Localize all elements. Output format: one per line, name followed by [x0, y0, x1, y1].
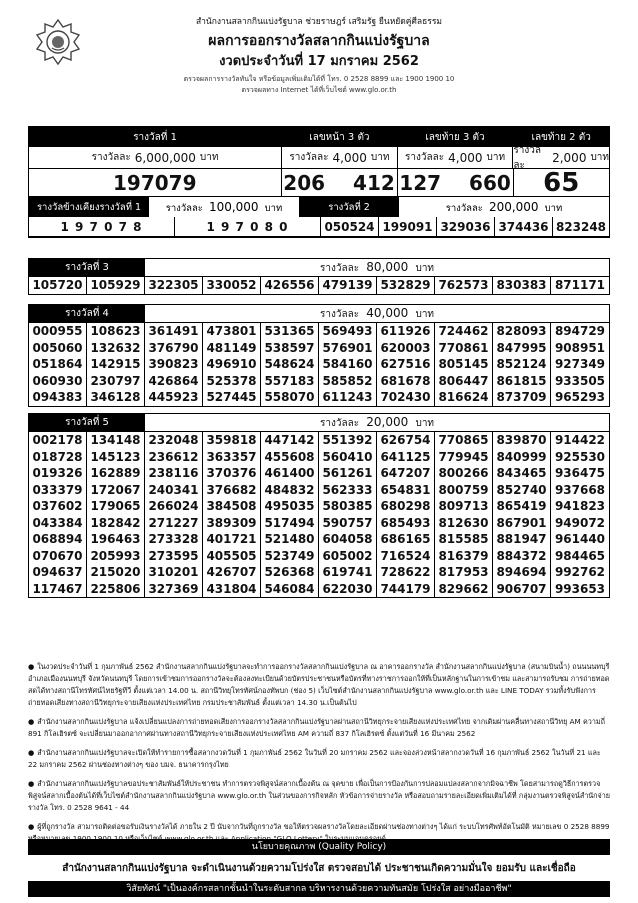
winning-number: 484832: [261, 482, 319, 499]
winning-number: 094383: [29, 389, 87, 406]
amount-unit: บาท: [199, 152, 219, 163]
winning-number: 005060: [29, 340, 87, 357]
winning-number: 431804: [203, 581, 261, 598]
amount-unit: บาท: [544, 203, 563, 214]
results-header: [28, 8, 610, 96]
bullet-icon: ●: [28, 779, 35, 788]
amount-value: 6,000,000: [134, 150, 196, 165]
winning-number: 361491: [145, 323, 203, 340]
winning-number: 447142: [261, 432, 319, 449]
winning-number: 992762: [554, 565, 606, 579]
near-first-number: 1 9 7 0 7 8: [29, 217, 175, 236]
winning-number: 172067: [87, 482, 145, 499]
winning-number: 660: [469, 170, 511, 195]
winning-number: 479139: [319, 277, 377, 294]
winning-number: 538597: [261, 340, 319, 357]
winning-number: 805145: [435, 356, 493, 373]
note-paragraph: [28, 661, 610, 709]
lottery-results-page: [28, 8, 610, 894]
winning-number: 560410: [319, 449, 377, 466]
amount-prefix: รางวัลละ: [289, 152, 329, 163]
winning-number: 828093: [493, 323, 551, 340]
winning-number: 852124: [493, 356, 551, 373]
winning-number: 455608: [261, 449, 319, 466]
first-prize-label: รางวัลที่ 1: [29, 127, 282, 147]
amount-prefix: รางวัลละ: [405, 152, 445, 163]
winning-number: 580385: [319, 498, 377, 515]
winning-number: 412: [353, 170, 395, 195]
near-first-label: รางวัลข้างเคียงรางวัลที่ 1: [36, 201, 142, 213]
fifth-prize-label: รางวัลที่ 5: [29, 414, 145, 432]
winning-number: 937668: [554, 482, 606, 497]
amount-unit: บาท: [415, 417, 435, 429]
amount-prefix: รางวัลละ: [445, 203, 483, 214]
winning-number: 680298: [377, 498, 435, 515]
winning-number: 654831: [377, 482, 435, 499]
winning-number: 949072: [554, 515, 606, 530]
bullet-icon: ●: [28, 717, 35, 726]
amount-unit: บาท: [370, 152, 390, 163]
fourth-prize-label: รางวัลที่ 4: [29, 305, 145, 323]
winning-number: 019326: [29, 465, 87, 482]
winning-number: 830383: [493, 277, 551, 294]
winning-number: 330052: [203, 277, 261, 294]
winning-number: 551392: [319, 432, 377, 449]
top-prizes-table: [28, 126, 610, 238]
winning-number: 517494: [261, 515, 319, 532]
winning-number: 852740: [493, 482, 551, 499]
winning-number: 779945: [435, 449, 493, 466]
winning-number: 936475: [554, 466, 606, 480]
third-prize-label: รางวัลที่ 3: [29, 259, 145, 277]
vision-statement: วิสัยทัศน์ "เป็นองค์กรสลากชั้นนำในระดับสากล บริหารงานด้วยความทันสมัย โปร่งใส อย่างมืออาชีพ": [28, 881, 610, 897]
note-paragraph: [28, 747, 610, 771]
winning-number: 205993: [87, 548, 145, 565]
winning-number: 127: [399, 170, 442, 195]
winning-number: 142915: [87, 356, 145, 373]
winning-number: 162889: [87, 465, 145, 482]
winning-number: 384508: [203, 498, 261, 515]
winning-number: 619741: [319, 564, 377, 581]
winning-number: 686165: [377, 531, 435, 548]
winning-number: 961440: [554, 532, 606, 546]
near-first-amount: [149, 197, 299, 217]
amount-prefix: รางวัลละ: [91, 152, 131, 163]
winning-number: 812630: [435, 515, 493, 532]
winning-number: 884372: [493, 548, 551, 565]
second-prize-number: 199091: [379, 217, 437, 236]
winning-number: 051864: [29, 356, 87, 373]
amount-prefix: รางวัลละ: [319, 417, 360, 429]
winning-number: 702430: [377, 389, 435, 406]
winning-number: 685493: [377, 515, 435, 532]
back3-label: เลขท้าย 3 ตัว: [398, 127, 514, 147]
note-text: สำนักงานสลากกินแบ่งรัฐบาลจะเปิดให้ทำรายการซื้อสลากงวดวันที่ 1 กุมภาพันธ์ 2562 ในวันที่ 20 มกราคม 2562 และจองล่วงหน้าสลากงวดวันที่ 16 กุมภาพันธ์ 2562 ในวันที่ 21 และ 22 มกราคม 2562 ผ่านช่องทางต่างๆ ของ บมจ. ธนาคารกรุงไทย: [28, 748, 601, 769]
winning-number: 240341: [145, 482, 203, 499]
amount-unit: บาท: [415, 262, 435, 274]
front3-amount: [282, 147, 398, 169]
winning-number: 865419: [493, 498, 551, 515]
bullet-icon: ●: [28, 662, 35, 671]
amount-value: 2,000: [552, 150, 587, 165]
winning-number: 521480: [261, 531, 319, 548]
winning-number: 894694: [493, 564, 551, 581]
back2-amount: [513, 144, 610, 171]
bullet-icon: ●: [28, 748, 35, 757]
winning-number: 770865: [435, 432, 493, 449]
winning-number: 809713: [435, 498, 493, 515]
fifth-prize-numbers: [29, 432, 609, 597]
winning-number: 605002: [319, 548, 377, 565]
winning-number: 327369: [145, 581, 203, 598]
winning-number: 65: [543, 167, 580, 198]
winning-number: 182842: [87, 515, 145, 532]
amount-prefix: รางวัลละ: [513, 144, 541, 171]
note-paragraph: [28, 716, 610, 740]
winning-number: 018728: [29, 449, 87, 466]
winning-number: 273595: [145, 548, 203, 565]
winning-number: 933505: [554, 373, 606, 388]
winning-number: 622030: [319, 581, 377, 598]
winning-number: 346128: [87, 389, 145, 406]
winning-number: 117467: [29, 581, 87, 598]
winning-number: 134148: [87, 432, 145, 449]
fourth-prize-amount: [145, 306, 609, 322]
winning-number: 800266: [435, 465, 493, 482]
note-text: ผู้ที่ถูกรางวัล สามารถติดต่อขอรับเงินรางวัลได้ ภายใน 2 ปี นับจากวันที่ถูกรางวัล ขอให้ตรวจผลรางวัลโดยละเอียดผ่านช่องทางต่างๆ ได้แก่ ระบบโทรศัพท์อัตโนมัติ หมายเลข 0 2528 8899: [37, 822, 610, 831]
contact-phone-line: ตรวจผลการรางวัลทันใจ หรือข้อมูลเพิ่มเติมได้ที่ โทร. 0 2528 8899 และ 1900 1900 10: [183, 75, 455, 83]
near-and-second-header: [29, 197, 609, 217]
note-text: สำนักงานสลากกินแบ่งรัฐบาล แจ้งเปลี่ยนแปลงการถ่ายทอดเสียงการออกรางวัลสลากกินแบ่งรัฐบาลผ่านสถานีวิทยุกระจายเสียงแห่งประเทศไทย จากเดิมผ่านคลื่นทางสถานีวิทยุ AM ความถี่ 891 กิโลเฮิรตซ์ จะเปลี่ยนมาออกอากาศผ่านทางสถานีวิทยุกระจายเสียงแห่งประเทศไทย AM ความถี่ 837 กิโลเฮิรตซ์ ตั้งแต่วันที่ 16 มีนาคม 2562: [28, 717, 605, 738]
winning-number: 145123: [87, 449, 145, 466]
winning-number: 523749: [261, 548, 319, 565]
winning-number: 770861: [435, 340, 493, 357]
amount-unit: บาท: [415, 308, 435, 320]
winning-number: 481149: [203, 340, 261, 357]
winning-number: 527445: [203, 389, 261, 406]
winning-number: 531365: [261, 323, 319, 340]
note-paragraph: [28, 778, 610, 814]
first-prize-number: [29, 169, 282, 197]
winning-number: 043384: [29, 515, 87, 532]
winning-number: 426556: [261, 277, 319, 294]
winning-number: 225806: [87, 581, 145, 598]
front3-numbers: [282, 169, 398, 197]
amount-unit: บาท: [486, 152, 506, 163]
third-prize-numbers: [29, 277, 609, 294]
amount-unit: บาท: [264, 203, 283, 214]
winning-number: 215020: [87, 564, 145, 581]
winning-number: 585852: [319, 373, 377, 390]
winning-number: 965293: [554, 390, 606, 404]
winning-number: 273328: [145, 531, 203, 548]
amount-unit: บาท: [590, 152, 610, 163]
back3-amount: [398, 147, 514, 169]
near-and-second-numbers: [29, 217, 609, 237]
winning-number: 525378: [203, 373, 261, 390]
winning-number: 068894: [29, 531, 87, 548]
winning-number: 070670: [29, 548, 87, 565]
winning-number: 627516: [377, 356, 435, 373]
winning-number: 620003: [377, 340, 435, 357]
winning-number: 867901: [493, 515, 551, 532]
winning-number: 236612: [145, 449, 203, 466]
winning-number: 132632: [87, 340, 145, 357]
winning-number: 033379: [29, 482, 87, 499]
winning-number: 604058: [319, 531, 377, 548]
winning-number: 569493: [319, 323, 377, 340]
winning-number: 376682: [203, 482, 261, 499]
winning-number: 584160: [319, 356, 377, 373]
winning-number: 426864: [145, 373, 203, 390]
amount-value: 4,000: [332, 150, 367, 165]
amount-prefix: รางวัลละ: [165, 203, 203, 214]
winning-number: 861815: [493, 373, 551, 390]
winning-number: 817953: [435, 564, 493, 581]
winning-number: 532829: [377, 277, 435, 294]
winning-number: 196463: [87, 531, 145, 548]
quality-policy-title: นโยบายคุณภาพ (Quality Policy): [28, 839, 610, 855]
winning-number: 060930: [29, 373, 87, 390]
front3-label: เลขหน้า 3 ตัว: [282, 127, 398, 147]
winning-number: 576901: [319, 340, 377, 357]
winning-number: 881947: [493, 531, 551, 548]
winning-number: 611243: [319, 389, 377, 406]
winning-number: 626754: [377, 432, 435, 449]
winning-number: 840999: [493, 449, 551, 466]
winning-number: 230797: [87, 373, 145, 390]
near-first-number: 1 9 7 0 8 0: [175, 217, 321, 236]
amount-value: 100,000: [208, 200, 259, 214]
winning-number: 815585: [435, 531, 493, 548]
winning-number: 562333: [319, 482, 377, 499]
winning-number: 238116: [145, 465, 203, 482]
winning-number: 105929: [87, 277, 145, 294]
winning-number: 611926: [377, 323, 435, 340]
winning-number: 724462: [435, 323, 493, 340]
winning-number: 800759: [435, 482, 493, 499]
fourth-prize-section: [28, 304, 610, 407]
winning-number: 000955: [29, 323, 87, 340]
amount-prefix: รางวัลละ: [319, 262, 360, 274]
winning-number: 557183: [261, 373, 319, 390]
winning-number: 094637: [29, 564, 87, 581]
winning-number: 546084: [261, 581, 319, 598]
winning-number: 641125: [377, 449, 435, 466]
page-title: ผลการออกรางวัลสลากกินแบ่งรัฐบาล: [208, 33, 430, 49]
back2-number: [514, 169, 609, 197]
second-prize-number: 050524: [321, 217, 379, 236]
winning-number: 495035: [261, 498, 319, 515]
winning-number: 105720: [29, 277, 87, 294]
winning-number: 941823: [554, 499, 606, 513]
winning-number: 370376: [203, 465, 261, 482]
winning-number: 847995: [493, 340, 551, 357]
winning-number: 179065: [87, 498, 145, 515]
amount-value: 4,000: [448, 150, 483, 165]
back3-numbers: [398, 169, 514, 197]
winning-number: 037602: [29, 498, 87, 515]
winning-number: 681678: [377, 373, 435, 390]
amount-value: 200,000: [488, 200, 539, 214]
winning-number: 232048: [145, 432, 203, 449]
winning-number: 744179: [377, 581, 435, 598]
fifth-prize-amount: [145, 415, 609, 431]
winning-number: 906707: [493, 581, 551, 598]
winning-number: 002178: [29, 432, 87, 449]
note-text: ในงวดประจำวันที่ 1 กุมภาพันธ์ 2562 สำนักงานสลากกินแบ่งรัฐบาลจะทำการออกรางวัลสลากกินแบ่งรัฐบาล ณ อาคารออกรางวัล สำนักงานสลากกินแบ่งรัฐบาล (สนามบินน้ำ) ถนนนนทบุรี อำเภอเมืองนนทบุรี จังหวัดนนทบุรี โดยการเข้าชมการออกรางวัลจะต้องลงทะเบียนด้วยบัตรประชาชนหรือบัตรที่ทางราชการออกให้ที่เป็นหลักฐานในการเข้าชม และสามารถรับชม การถ่ายทอดสดได้ทางสถานีโทรทัศน์ไทยรัฐทีวี ตั้งแต่เวลา 14.00 น. สถานีวิทยุโทรทัศน์กองทัพบก (ช่อง 5) เว็บไซต์สำนักงานสลากกินแบ่งรัฐบาล www.glo.or.th และ LINE TODAY รวมทั้งรับฟังการถ่ายทอดเสียงทางสถานีวิทยุกระจายเสียงแห่งประเทศไทย กรมประชาสัมพันธ์ ตั้งแต่เวลา 14.30 น.เป็นต้นไป: [28, 662, 610, 707]
winning-number: 473801: [203, 323, 261, 340]
winning-number: 894729: [554, 324, 606, 338]
contact-web-line: ตรวจผลทาง Internet ได้ที่เว็บไซต์ www.glo.or.th: [241, 86, 397, 94]
winning-number: 871171: [554, 278, 606, 292]
winning-number: 984465: [554, 548, 606, 563]
first-prize-amount: [29, 147, 282, 169]
amount-value: 80,000: [366, 259, 409, 274]
winning-number: 561261: [319, 465, 377, 482]
winning-number: 271227: [145, 515, 203, 532]
winning-number: 461400: [261, 465, 319, 482]
winning-number: 993653: [554, 581, 606, 596]
second-prize-amount: [399, 197, 609, 217]
second-prize-number: 823248: [555, 219, 607, 234]
bullet-icon: ●: [28, 822, 35, 831]
note-text: สำนักงานสลากกินแบ่งรัฐบาลขอประชาสัมพันธ์ให้ประชาชน ทำการตรวจพิสูจน์สลากเบื้องต้น ณ จุดขาย เพื่อเป็นการป้องกันการปลอมแปลงสลากจากมิจฉาชีพ โดยสามารถดูวิธีการตรวจพิสูจน์สลากเบื้องต้นได้ที่เว็บไซต์สำนักงานสลากกินแบ่งรัฐบาล www.glo.or.th ในส่วนของการกิจหลัก หัวข้อการจ่ายรางวัล หรือสอบถามรายละเอียดเพิ่มเติมได้ที่ กลุ่มงานตรวจพิสูจน์สำนักจ่ายรางวัล โทร. 0 2528 9641 - 44: [28, 779, 610, 812]
winning-number: 816379: [435, 548, 493, 565]
winning-number: 806447: [435, 373, 493, 390]
winning-number: 426707: [203, 564, 261, 581]
winning-number: 925530: [554, 449, 606, 464]
winning-number: 359818: [203, 432, 261, 449]
winning-number: 839870: [493, 432, 551, 449]
winning-number: 558070: [261, 389, 319, 406]
winning-number: 322305: [145, 277, 203, 294]
fourth-prize-numbers: [29, 323, 609, 406]
third-prize-section: [28, 258, 610, 295]
amount-value: 40,000: [366, 305, 409, 320]
winning-number: 389309: [203, 515, 261, 532]
winning-number: 927349: [554, 357, 606, 371]
winning-number: 816624: [435, 389, 493, 406]
second-prize-number: 374436: [495, 217, 553, 236]
winning-number: 310201: [145, 564, 203, 581]
amount-value: 20,000: [366, 414, 409, 429]
winning-number: 647207: [377, 465, 435, 482]
winning-number: 728622: [377, 564, 435, 581]
winning-number: 197079: [113, 170, 197, 195]
winning-number: 363357: [203, 449, 261, 466]
winning-number: 843465: [493, 465, 551, 482]
winning-number: 716524: [377, 548, 435, 565]
winning-number: 376790: [145, 340, 203, 357]
winning-number: 405505: [203, 548, 261, 565]
winning-number: 908951: [554, 340, 606, 355]
winning-number: 266024: [145, 498, 203, 515]
winning-number: 873709: [493, 389, 551, 406]
winning-number: 526368: [261, 564, 319, 581]
second-prize-label: รางวัลที่ 2: [328, 201, 370, 213]
winning-number: 762573: [435, 277, 493, 294]
winning-number: 401721: [203, 531, 261, 548]
winning-number: 445923: [145, 389, 203, 406]
back2-label: เลขท้าย 2 ตัว: [513, 127, 609, 147]
winning-number: 206: [283, 170, 326, 195]
agency-slogan: สำนักงานสลากกินแบ่งรัฐบาล ช่วยราษฎร์ เสริมรัฐ ยืนหยัดคู่ศีลธรรม: [195, 17, 443, 27]
winning-number: 590757: [319, 515, 377, 532]
quality-policy-text: สำนักงานสลากกินแบ่งรัฐบาล จะดำเนินงานด้วยความโปร่งใส ตรวจสอบได้ ประชาชนเกิดความมั่นใจ ยอมรับ และเชื่อถือ: [62, 863, 576, 874]
winning-number: 548624: [261, 356, 319, 373]
winning-number: 914422: [554, 433, 606, 447]
winning-number: 390823: [145, 356, 203, 373]
draw-date: งวดประจำวันที่ 17 มกราคม 2562: [219, 54, 419, 69]
announcement-notes: [28, 661, 610, 852]
second-prize-number: 329036: [437, 217, 495, 236]
amount-prefix: รางวัลละ: [319, 308, 360, 320]
third-prize-amount: [145, 260, 609, 276]
winning-number: 829662: [435, 581, 493, 598]
fifth-prize-section: [28, 413, 610, 598]
winning-number: 496910: [203, 356, 261, 373]
winning-number: 108623: [87, 323, 145, 340]
